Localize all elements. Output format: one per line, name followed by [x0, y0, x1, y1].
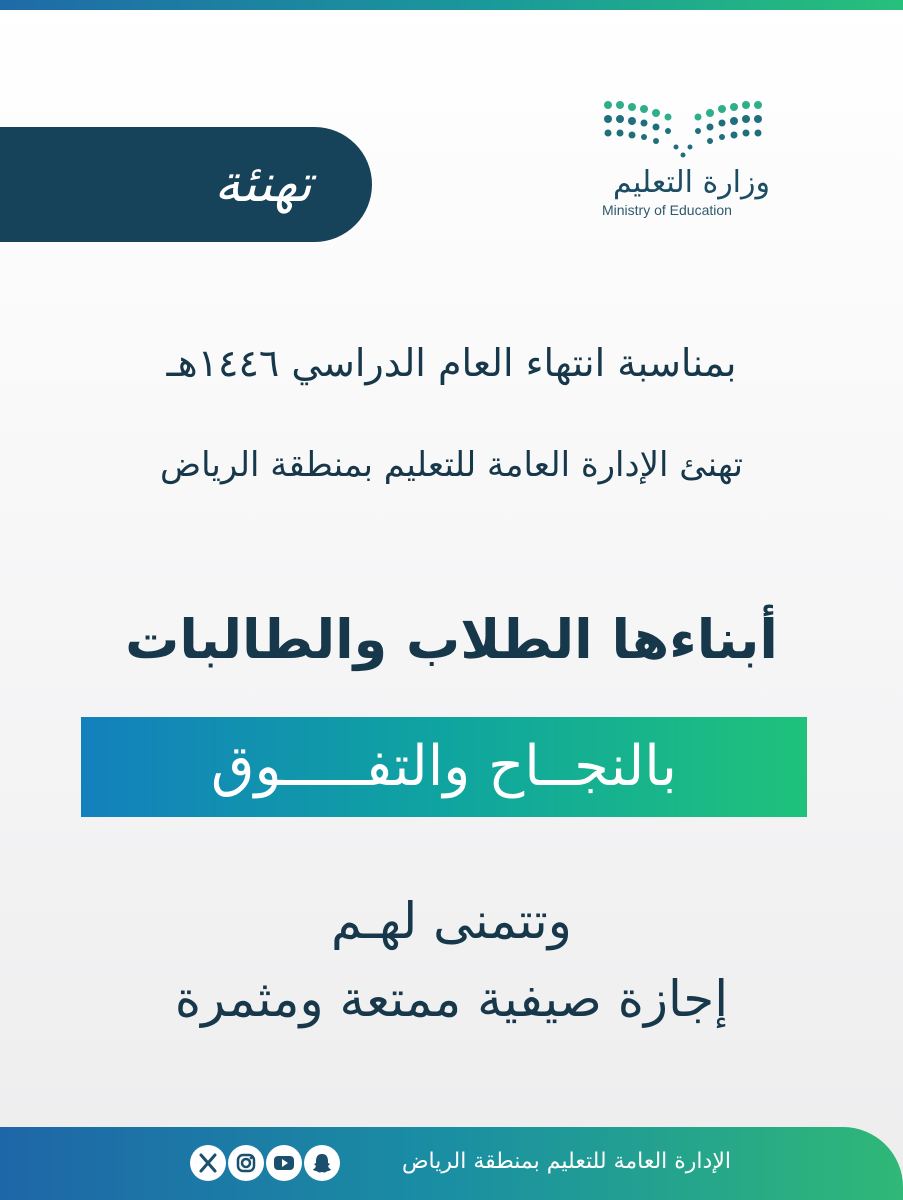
wish-line-1: وتتمنى لهـم	[331, 892, 572, 950]
success-highlight-text: بالنجــاح والتفـــــوق	[211, 734, 677, 799]
banner-title: تهنئة	[214, 154, 312, 214]
congrats-banner	[0, 127, 372, 242]
logo-english-name: Ministry of Education	[602, 202, 732, 218]
instagram-icon[interactable]	[228, 1145, 264, 1181]
occasion-line: بمناسبة انتهاء العام الدراسي ١٤٤٦هـ	[166, 341, 737, 385]
snapchat-icon[interactable]	[304, 1145, 340, 1181]
success-highlight-box	[81, 717, 807, 817]
wish-line-2: إجازة صيفية ممتعة ومثمرة	[174, 970, 729, 1028]
x-icon[interactable]	[190, 1145, 226, 1181]
logo-dots-icon	[598, 95, 778, 165]
recipients-line: أبناءها الطلاب والطالبات	[125, 608, 778, 671]
logo-arabic-name: وزارة التعليم	[612, 165, 770, 200]
footer-text: الإدارة العامة للتعليم بمنطقة الرياض	[401, 1149, 731, 1174]
youtube-icon[interactable]	[266, 1145, 302, 1181]
ministry-logo	[598, 95, 778, 225]
top-gradient-strip	[0, 0, 903, 10]
sender-line: تهنئ الإدارة العامة للتعليم بمنطقة الرياض	[159, 445, 744, 485]
footer-bar	[0, 1127, 903, 1200]
